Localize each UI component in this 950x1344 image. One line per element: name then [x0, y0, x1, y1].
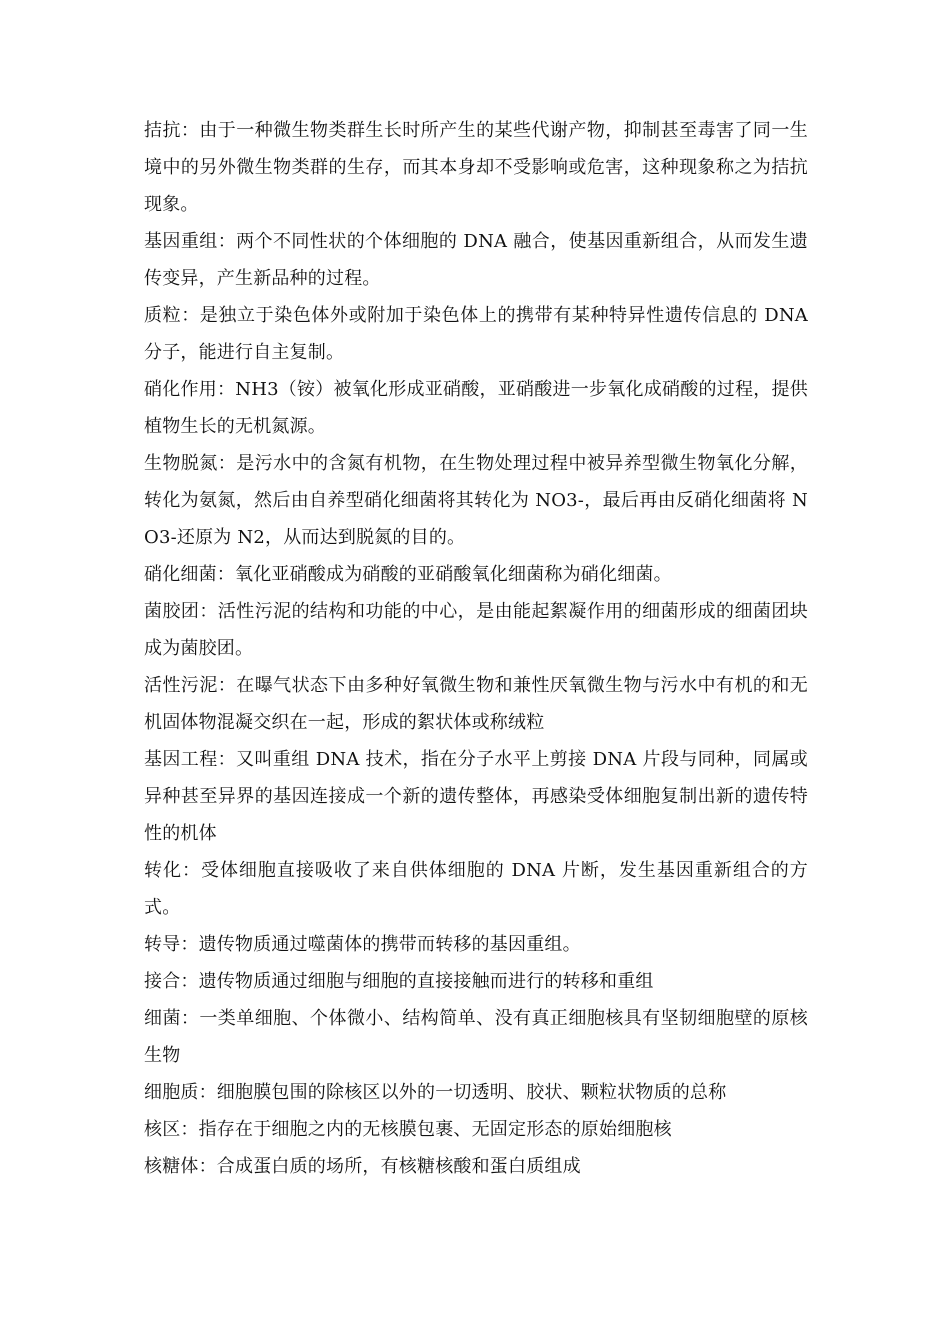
definition-transformation: 转化：受体细胞直接吸收了来自供体细胞的 DNA 片断，发生基因重新组合的方式。 [144, 860, 808, 918]
definition-cytoplasm: 细胞质：细胞膜包围的除核区以外的一切透明、胶状、颗粒状物质的总称 [144, 1082, 727, 1103]
definition-ribosome: 核糖体：合成蛋白质的场所，有核糖核酸和蛋白质组成 [144, 1156, 581, 1177]
document-body [144, 112, 808, 1185]
definition-nitrification: 硝化作用：NH3（铵）被氧化形成亚硝酸，亚硝酸进一步氧化成硝酸的过程，提供植物生长的无机氮源。 [144, 379, 808, 437]
definition-biological-denitrification: 生物脱氮：是污水中的含氮有机物，在生物处理过程中被异养型微生物氧化分解，转化为氨氮，然后由自养型硝化细菌将其转化为 NO3-，最后再由反硝化细菌将 NO3-还原为 N2，从而达到脱氮的目的。 [144, 453, 808, 548]
definition-nitrifying-bacteria: 硝化细菌：氧化亚硝酸成为硝酸的亚硝酸氧化细菌称为硝化细菌。 [144, 564, 672, 585]
definition-conjugation: 接合：遗传物质通过细胞与细胞的直接接触而进行的转移和重组 [144, 971, 654, 992]
definition-bacteria: 细菌：一类单细胞、个体微小、结构简单、没有真正细胞核具有坚韧细胞壁的原核生物 [144, 1008, 808, 1066]
definition-plasmid: 质粒：是独立于染色体外或附加于染色体上的携带有某种特异性遗传信息的 DNA 分子，能进行自主复制。 [144, 305, 808, 363]
definition-zoogloea: 菌胶团：活性污泥的结构和功能的中心，是由能起絮凝作用的细菌形成的细菌团块成为菌胶团。 [144, 601, 808, 659]
definition-antagonism: 拮抗：由于一种微生物类群生长时所产生的某些代谢产物，抑制甚至毒害了同一生境中的另外微生物类群的生存，而其本身却不受影响或危害，这种现象称之为拮抗现象。 [144, 120, 808, 215]
definition-gene-recombination: 基因重组：两个不同性状的个体细胞的 DNA 融合，使基因重新组合，从而发生遗传变异，产生新品种的过程。 [144, 231, 808, 289]
definition-transduction: 转导：遗传物质通过噬菌体的携带而转移的基因重组。 [144, 934, 581, 955]
definition-genetic-engineering: 基因工程：又叫重组 DNA 技术，指在分子水平上剪接 DNA 片段与同种，同属或异种甚至异界的基因连接成一个新的遗传整体，再感染受体细胞复制出新的遗传特性的机体 [144, 749, 808, 844]
definition-nucleoid: 核区：指存在于细胞之内的无核膜包裹、无固定形态的原始细胞核 [144, 1119, 672, 1140]
definition-activated-sludge: 活性污泥：在曝气状态下由多种好氧微生物和兼性厌氧微生物与污水中有机的和无机固体物混凝交织在一起，形成的絮状体或称绒粒 [144, 675, 808, 733]
